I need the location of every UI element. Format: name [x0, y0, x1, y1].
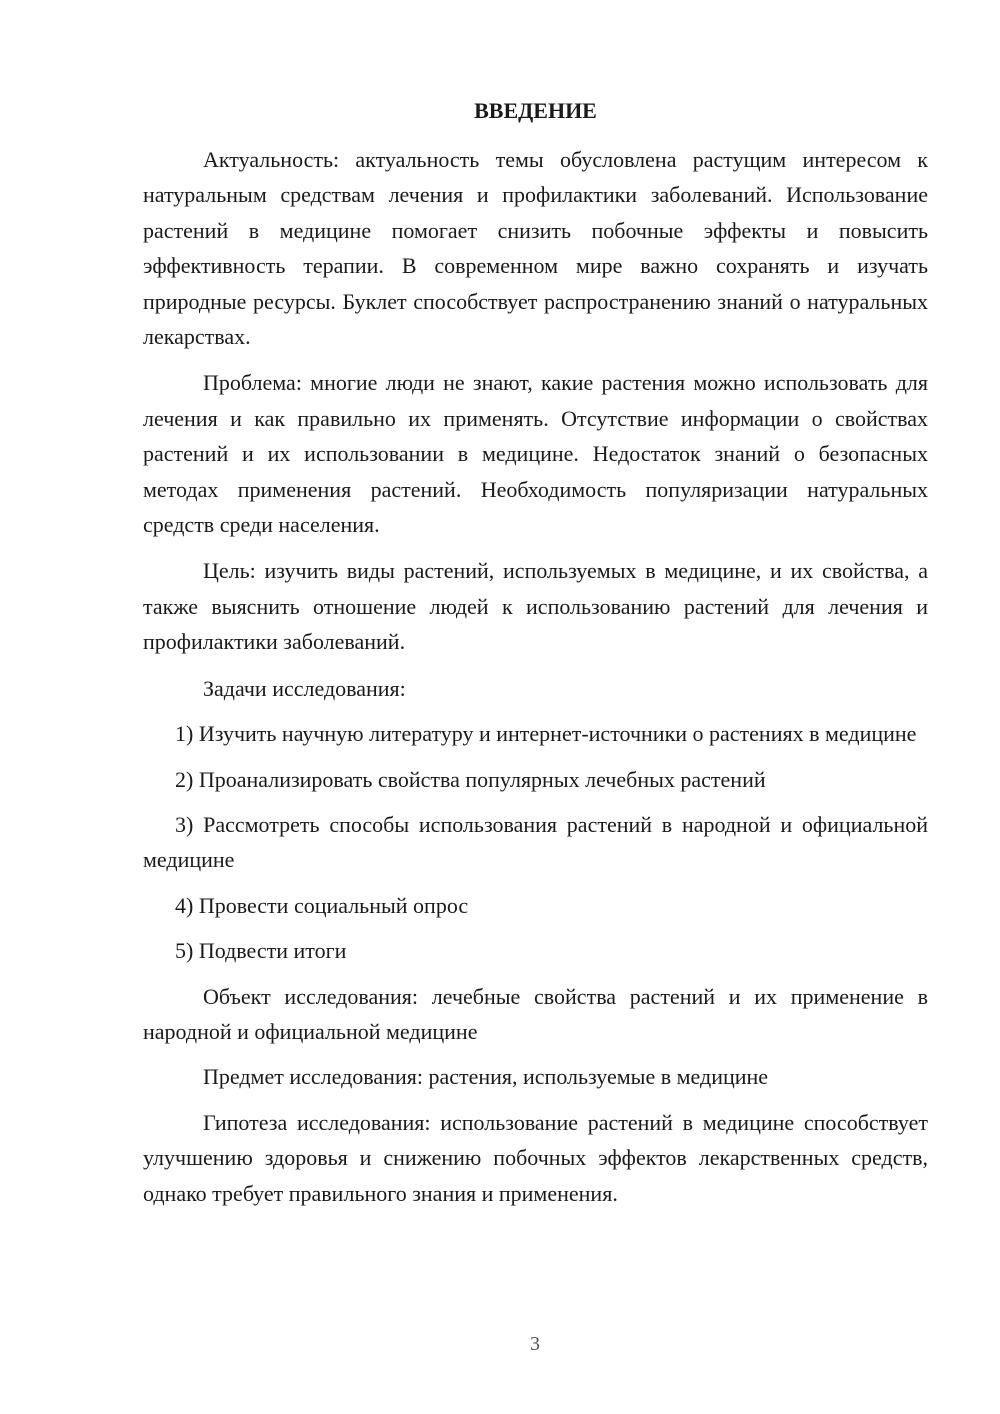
page-title: ВВЕДЕНИЕ — [474, 98, 597, 123]
paragraph-problem: Проблема: многие люди не знают, какие растения можно использовать для лечения и как правильно их применять. Отсутствие информации о свойствах растений и их использовании в медицине. Недостаток знаний о безопасных методах применения растений. Необходимость популяризации натуральных средств среди населения. — [143, 370, 928, 538]
paragraph-hypothesis: Гипотеза исследования: использование растений в медицине способствует улучшению здоровья и снижению побочных эффектов лекарственных средств, однако требует правильного знания и применения. — [143, 1109, 928, 1206]
document-body — [143, 93, 928, 1211]
paragraph-object: Объект исследования: лечебные свойства растений и их применение в народной и официальной медицине — [143, 983, 928, 1044]
task-item-3: 3) Рассмотреть способы использования растений в народной и официальной медицине — [143, 811, 928, 873]
paragraph-subject: Предмет исследования: растения, используемые в медицине — [203, 1064, 769, 1090]
paragraph-relevance: Актуальность: актуальность темы обусловлена растущим интересом к натуральным средствам лечения и профилактики заболеваний. Использование растений в медицине помогает снизить побочные эффекты и повысить эффективность терапии. В современном мире важно сохранять и изучать природные ресурсы. Буклет способствует распространению знаний о натуральных лекарствах. — [143, 147, 928, 350]
paragraph-tasks-heading: Задачи исследования: — [203, 675, 406, 701]
paragraph-goal: Цель: изучить виды растений, используемых в медицине, и их свойства, а также выяснить отношение людей к использованию растений для лечения и профилактики заболеваний. — [143, 558, 928, 655]
task-item-2: 2) Проанализировать свойства популярных лечебных растений — [175, 766, 766, 792]
task-item-4: 4) Провести социальный опрос — [175, 892, 469, 918]
task-item-5: 5) Подвести итоги — [175, 938, 347, 964]
page-number: 3 — [530, 1333, 540, 1355]
task-item-1: 1) Изучить научную литературу и интернет-источники о растениях в медицине — [175, 721, 917, 747]
